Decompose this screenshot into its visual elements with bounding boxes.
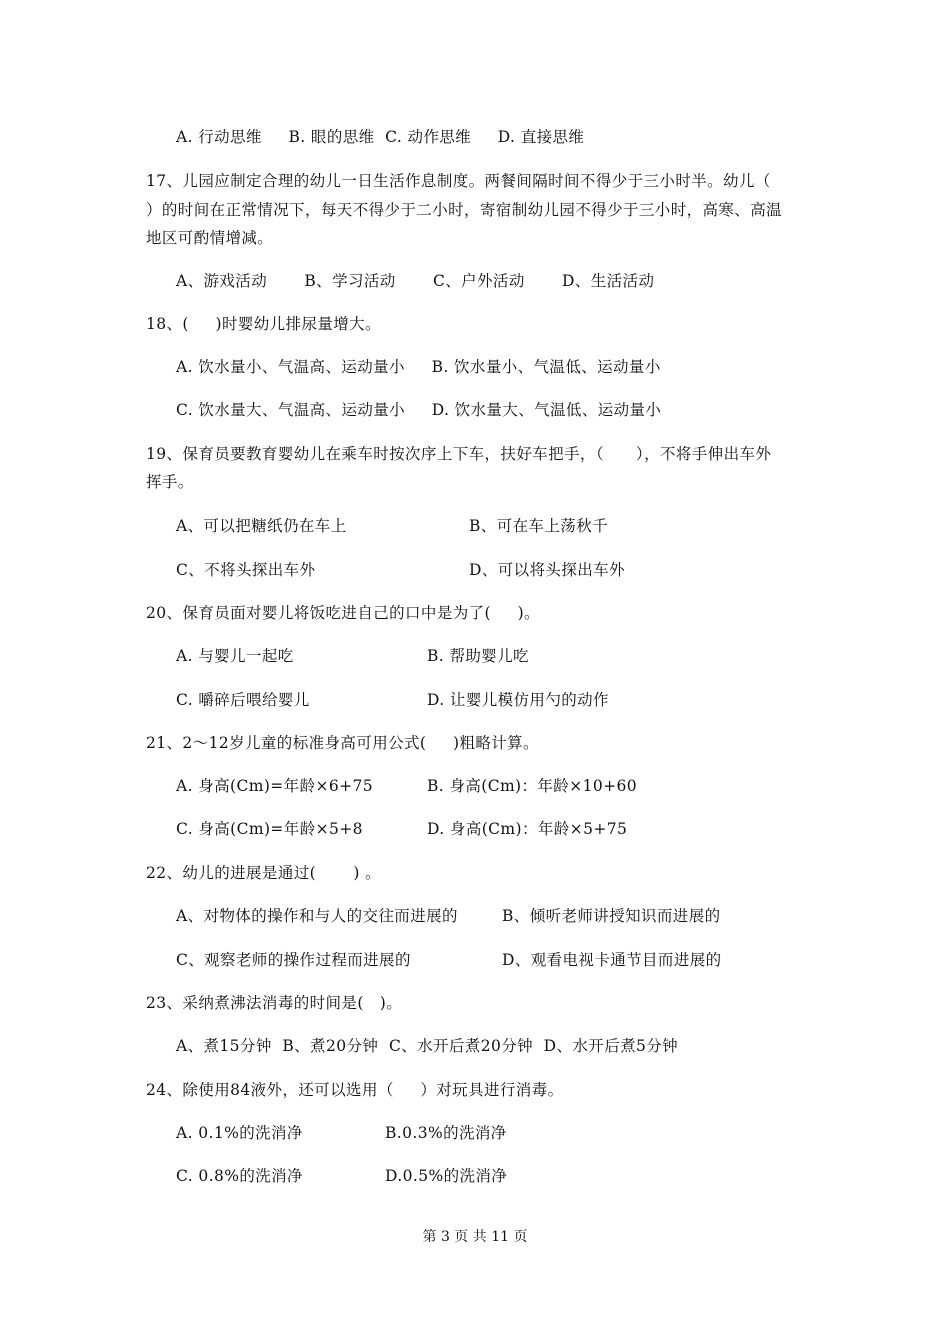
q24-text: 24、除使用84液外，还可以选用（ ）对玩具进行消毒。 — [146, 1081, 564, 1099]
q19-option-b: B、可在车上荡秋千 — [469, 517, 608, 535]
q24-option-c: C. 0.8%的洗消净 — [176, 1167, 303, 1185]
q22-option-b: B、倾听老师讲授知识而进展的 — [502, 907, 721, 925]
q20-option-a: A. 与婴儿一起吃 — [176, 647, 294, 665]
q20-text: 20、保育员面对婴儿将饭吃进自己的口中是为了( )。 — [146, 604, 540, 622]
q21-option-c: C. 身高(Cm)=年龄×5+8 — [176, 820, 363, 838]
q22-option-a: A、对物体的操作和与人的交往而进展的 — [176, 907, 458, 925]
q21-option-d: D. 身高(Cm)：年龄×5+75 — [427, 820, 628, 838]
q20-option-b: B. 帮助婴儿吃 — [427, 647, 529, 665]
q21-text: 21、2～12岁儿童的标准身高可用公式( )粗略计算。 — [146, 734, 539, 752]
q19-option-c: C、不将头探出车外 — [176, 561, 316, 579]
q17-text-line2: ）的时间在正常情况下，每天不得少于二小时，寄宿制幼儿园不得少于三小时，高寒、高温 — [146, 201, 783, 219]
q19-text-line1: 19、保育员要教育婴幼儿在乘车时按次序上下车，扶好车把手，（ ），不将手伸出车外 — [146, 445, 772, 463]
q18-text: 18、( )时婴幼儿排尿量增大。 — [146, 315, 381, 333]
q20-option-d: D. 让婴儿模仿用勺的动作 — [427, 691, 609, 709]
q23-options: A、煮15分钟 B、煮20分钟 C、水开后煮20分钟 D、水开后煮5分钟 — [176, 1037, 679, 1055]
q17-text-line1: 17、儿园应制定合理的幼儿一日生活作息制度。两餐间隔时间不得少于三小时半。幼儿（ — [146, 172, 771, 190]
q23-text: 23、采纳煮沸法消毒的时间是( )。 — [146, 994, 403, 1012]
q21-option-a: A. 身高(Cm)=年龄×6+75 — [176, 777, 374, 795]
q18-options-ab: A. 饮水量小、气温高、运动量小 B. 饮水量小、气温低、运动量小 — [176, 358, 661, 376]
q18-options-cd: C. 饮水量大、气温高、运动量小 D. 饮水量大、气温低、运动量小 — [176, 401, 662, 419]
q19-option-a: A、可以把糖纸仍在车上 — [176, 517, 347, 535]
q17-text-line3: 地区可酌情增减。 — [146, 229, 274, 247]
q22-text: 22、幼儿的进展是通过( ) 。 — [146, 864, 382, 882]
q22-option-d: D、观看电视卡通节目而进展的 — [502, 951, 722, 969]
q17-options: A、游戏活动 B、学习活动 C、户外活动 D、生活活动 — [176, 272, 655, 290]
q16-options: A. 行动思维 B. 眼的思维 C. 动作思维 D. 直接思维 — [176, 128, 585, 146]
q24-option-b: B.0.3%的洗消净 — [385, 1124, 507, 1142]
q24-option-d: D.0.5%的洗消净 — [385, 1167, 508, 1185]
q21-option-b: B. 身高(Cm)：年龄×10+60 — [427, 777, 638, 795]
page-footer: 第 3 页 共 11 页 — [422, 1229, 528, 1245]
q24-option-a: A. 0.1%的洗消净 — [176, 1124, 303, 1142]
q22-option-c: C、观察老师的操作过程而进展的 — [176, 951, 411, 969]
q19-option-d: D、可以将头探出车外 — [469, 561, 625, 579]
q19-text-line2: 挥手。 — [146, 473, 194, 491]
q20-option-c: C. 嚼碎后喂给婴儿 — [176, 691, 310, 709]
